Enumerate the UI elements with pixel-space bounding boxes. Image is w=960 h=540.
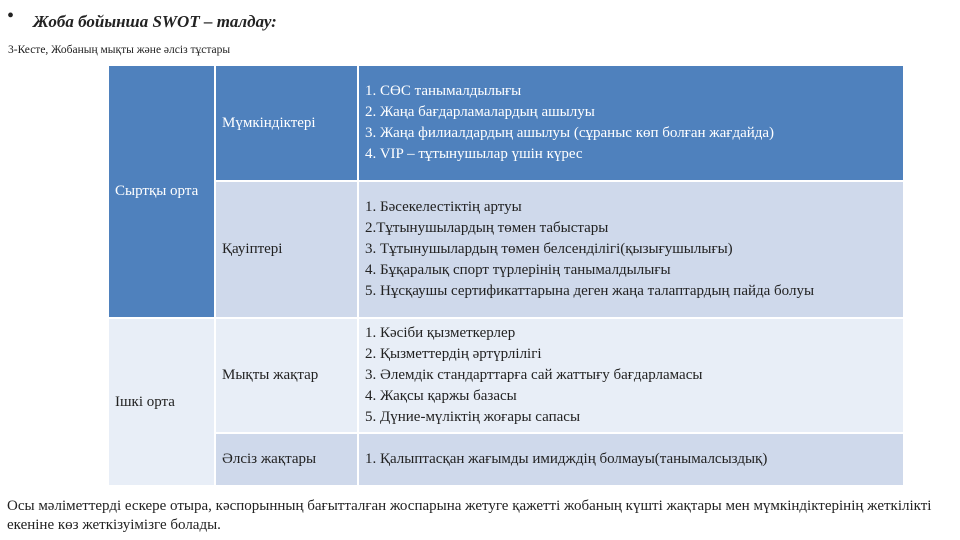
list-item: 3. Жаңа филиалдардың ашылуы (сұраныс көп болған жағдайда) (365, 125, 775, 141)
table-row (108, 181, 904, 318)
group-internal-label: Ішкі орта (115, 393, 175, 410)
conclusion-paragraph: Осы мәліметтерді ескере отыра, кәспорынның бағытталған жоспарына жетуге қажетті жобаның күшті жақтары мен мүмкіндіктерінің жеткілікті екеніне көз жеткізуімізге болады. (7, 498, 932, 533)
list-item: 1. Кәсіби қызметкерлер (365, 325, 516, 341)
list-item: 2.Тұтынушылардың төмен табыстары (365, 220, 609, 236)
list-item: 4. VIP – тұтынушылар үшін күрес (365, 146, 583, 162)
row-label-opportunities: Мүмкіндіктері (222, 114, 316, 131)
table-row (108, 318, 904, 433)
row-label-strengths: Мықты жақтар (222, 367, 319, 383)
page-title: Жоба бойынша SWOT – талдау: (33, 12, 277, 31)
group-external-label: Сыртқы орта (115, 183, 199, 199)
label-cell (215, 318, 358, 433)
list-item: 5. Дүние-мүліктің жоғары сапасы (365, 409, 581, 425)
list-item: 1. Бәсекелестіктің артуы (365, 199, 522, 215)
label-cell (215, 65, 358, 181)
list-item: 1. СӨС танымалдылығы (365, 83, 522, 99)
list-item: 1. Қалыптасқан жағымды имидждің болмауы(танымалсыздық) (365, 451, 768, 467)
list-item: 3. Әлемдік стандарттарға сай жаттығу бағдарламасы (365, 367, 703, 383)
table-caption: 3-Кесте, Жобаның мықты және әлсіз тұстары (8, 44, 231, 56)
table-row (108, 433, 904, 486)
row-label-weaknesses: Әлсіз жақтары (222, 451, 317, 467)
list-item: 5. Нұсқаушы сертификаттарына деген жаңа талаптардың пайда болуы (365, 283, 815, 299)
bullet-icon: • (7, 5, 15, 27)
group-external-cell (108, 65, 215, 318)
group-internal-cell (108, 318, 215, 486)
swot-table (107, 64, 905, 487)
list-item: 3. Тұтынушылардың төмен белсенділігі(қызығушылығы) (365, 241, 733, 257)
table-row (108, 65, 904, 181)
items-cell-weaknesses (358, 433, 904, 486)
row-label-threats: Қауіптері (222, 241, 283, 257)
list-item: 2. Жаңа бағдарламалардың ашылуы (365, 104, 595, 120)
label-cell (215, 181, 358, 318)
label-cell (215, 433, 358, 486)
items-cell-strengths (358, 318, 904, 433)
items-cell-opportunities (358, 65, 904, 181)
list-item: 4. Жақсы қаржы базасы (365, 388, 517, 404)
items-cell-threats (358, 181, 904, 318)
list-item: 2. Қызметтердің әртүрлілігі (365, 346, 542, 362)
list-item: 4. Бұқаралық спорт түрлерінің танымалдылығы (365, 262, 671, 278)
